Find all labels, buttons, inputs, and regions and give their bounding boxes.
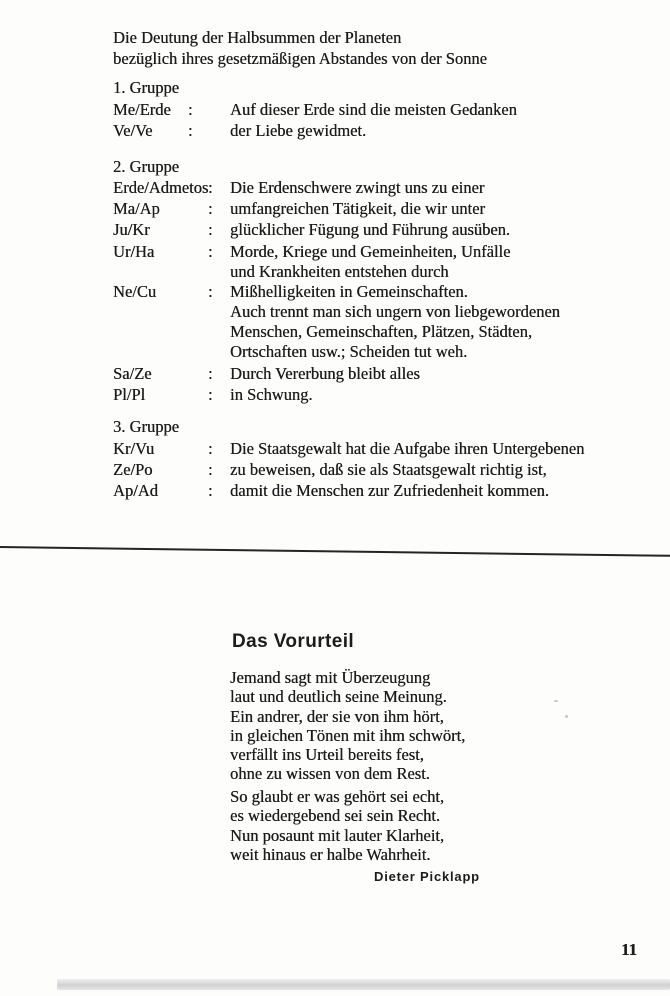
- colon-separator: [208, 322, 230, 342]
- colon-separator: :: [188, 100, 193, 119]
- interpretation-text: zu beweisen, daß sie als Staatsgewalt richtig ist,: [230, 460, 547, 479]
- definition-row: [113, 120, 653, 141]
- group-3-heading: 3. Gruppe: [113, 417, 179, 436]
- colon-separator: :: [208, 220, 213, 239]
- page-edge-shadow: [57, 979, 670, 990]
- definition-row: [113, 342, 653, 362]
- colon-separator: :: [208, 481, 213, 500]
- title-line-1: Die Deutung der Halbsummen der Planeten: [113, 28, 402, 47]
- document-header: [113, 27, 487, 69]
- planet-pair-label: Sa/Ze: [113, 364, 152, 383]
- colon-separator: [208, 262, 230, 282]
- poem-line: weit hinaus er halbe Wahrheit.: [230, 844, 431, 864]
- planet-pair-label: [113, 342, 208, 362]
- definition-row: [113, 219, 653, 240]
- group-2-block-2: [113, 242, 653, 362]
- interpretation-text: in Schwung.: [230, 385, 313, 404]
- colon-separator: :: [208, 460, 213, 479]
- colon-separator: :: [208, 385, 213, 404]
- interpretation-text: umfangreichen Tätigkeit, die wir unter: [230, 199, 485, 218]
- definition-row: [113, 177, 653, 198]
- group-1-block-1: [113, 99, 653, 141]
- planet-pair-label: Ma/Ap: [113, 199, 160, 218]
- definition-row: [113, 262, 653, 282]
- colon-separator: :: [188, 121, 193, 140]
- poem-line: es wiedergebend sei sein Recht.: [230, 806, 441, 826]
- definition-row: [113, 322, 653, 342]
- definition-row: [113, 363, 653, 384]
- interpretation-text: Morde, Kriege und Gemeinheiten, Unfälle: [230, 242, 511, 261]
- planet-pair-label: Ju/Kr: [113, 220, 150, 239]
- planet-pair-label: [113, 262, 208, 282]
- planet-pair-label: [113, 322, 208, 342]
- planet-pair-label: Ne/Cu: [113, 282, 157, 301]
- interpretation-text: Ortschaften usw.; Scheiden tut weh.: [230, 342, 468, 361]
- definition-row: [113, 99, 653, 120]
- colon-separator: [208, 342, 230, 362]
- title-line-2: bezüglich ihres gesetzmäßigen Abstandes von der Sonne: [113, 49, 487, 68]
- colon-separator: :: [208, 282, 213, 301]
- poem-stanza-2: [230, 787, 444, 864]
- definition-row: [113, 302, 653, 322]
- colon-separator: :: [208, 199, 213, 218]
- planet-pair-label: Me/Erde: [113, 100, 171, 119]
- definition-row: [113, 384, 653, 405]
- interpretation-text: Durch Vererbung bleibt alles: [230, 364, 420, 383]
- planet-pair-label: Erde/Admetos: [113, 178, 209, 197]
- interpretation-text: Auch trennt man sich ungern von liebgewordenen: [230, 302, 560, 321]
- poem-line: in gleichen Tönen mit ihm schwört,: [230, 725, 466, 745]
- planet-pair-label: [113, 302, 208, 322]
- planet-pair-label: Ze/Po: [113, 460, 153, 479]
- group-2-block-3: [113, 363, 653, 405]
- interpretation-text: Menschen, Gemeinschaften, Plätzen, Städten,: [230, 322, 532, 341]
- section-divider-rule: [0, 546, 670, 557]
- interpretation-text: Auf dieser Erde sind die meisten Gedanken: [230, 100, 517, 119]
- planet-pair-label: Ve/Ve: [113, 121, 153, 140]
- interpretation-text: glücklicher Fügung und Führung ausüben.: [230, 220, 511, 239]
- colon-separator: :: [208, 439, 213, 458]
- poem-line: Jemand sagt mit Überzeugung: [230, 668, 431, 687]
- definition-row: [113, 438, 653, 459]
- planet-pair-label: Ur/Ha: [113, 242, 155, 261]
- poem-line: So glaubt er was gehört sei echt,: [230, 787, 444, 806]
- colon-separator: :: [208, 242, 213, 261]
- group-2-block-1: [113, 177, 653, 240]
- poem-title: Das Vorurteil: [232, 631, 355, 652]
- scan-speck: [554, 700, 558, 702]
- planet-pair-label: Ap/Ad: [113, 481, 158, 500]
- colon-separator: :: [208, 364, 213, 383]
- interpretation-text: der Liebe gewidmet.: [230, 121, 367, 140]
- colon-separator: [208, 302, 230, 322]
- interpretation-text: damit die Menschen zur Zufriedenheit kommen.: [230, 481, 549, 500]
- scan-speck: [565, 715, 568, 718]
- definition-row: [113, 242, 653, 262]
- definition-row: [113, 198, 653, 219]
- group-2-heading: 2. Gruppe: [113, 157, 179, 176]
- planet-pair-label: Kr/Vu: [113, 439, 155, 458]
- interpretation-text: Mißhelligkeiten in Gemeinschaften.: [230, 282, 468, 301]
- group-1-heading: 1. Gruppe: [113, 78, 179, 97]
- poem-line: laut und deutlich seine Meinung.: [230, 687, 447, 707]
- definition-row: [113, 282, 653, 302]
- interpretation-text: und Krankheiten entstehen durch: [230, 262, 449, 281]
- interpretation-text: Die Staatsgewalt hat die Aufgabe ihren Untergebenen: [230, 439, 585, 458]
- definition-row: [113, 480, 653, 501]
- poem-author: Dieter Picklapp: [374, 869, 480, 884]
- poem-line: Nun posaunt mit lauter Klarheit,: [230, 825, 444, 845]
- poem-line: ohne zu wissen von dem Rest.: [230, 764, 430, 784]
- poem-line: verfällt ins Urteil bereits fest,: [230, 745, 424, 765]
- interpretation-text: Die Erdenschwere zwingt uns zu einer: [230, 178, 485, 197]
- poem-line: Ein andrer, der sie von ihm hört,: [230, 706, 444, 726]
- planet-pair-label: Pl/Pl: [113, 385, 146, 404]
- group-3-block-1: [113, 438, 653, 501]
- colon-separator: :: [208, 178, 213, 197]
- page-number: 11: [621, 940, 638, 959]
- definition-row: [113, 459, 653, 480]
- poem-stanza-1: [230, 668, 465, 784]
